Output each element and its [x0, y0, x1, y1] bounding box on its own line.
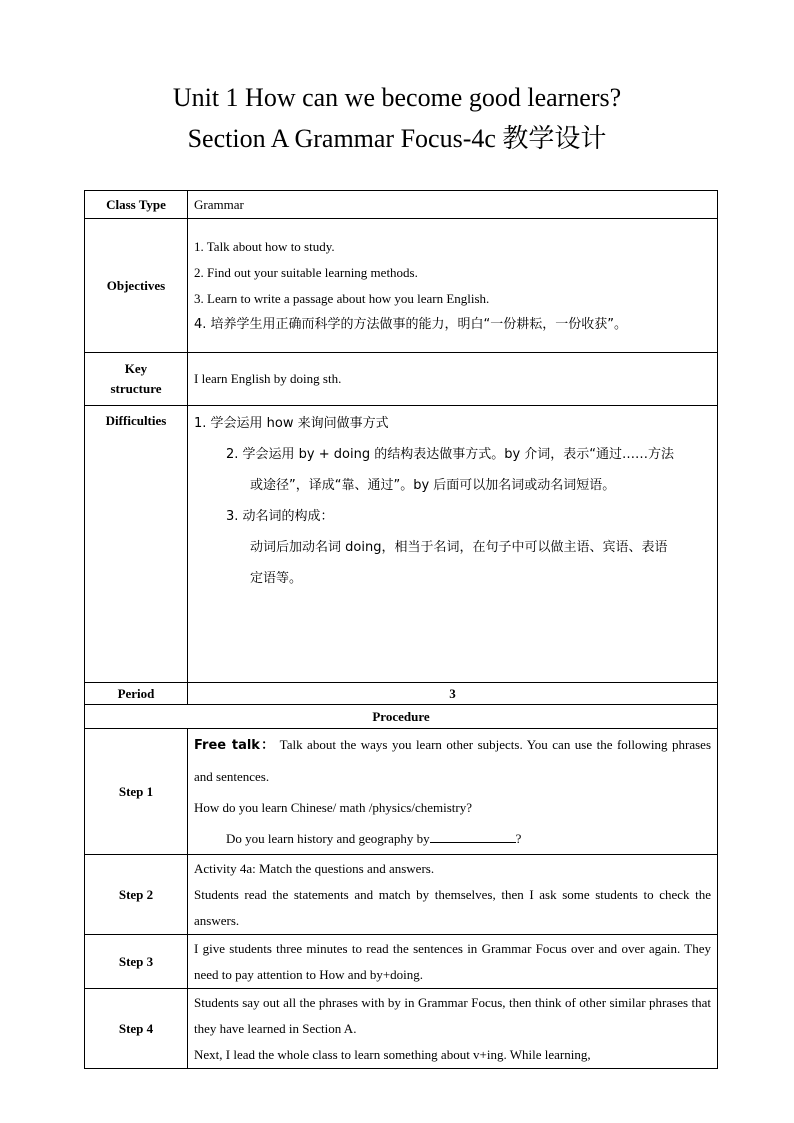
step-1-question-2: [194, 823, 711, 854]
step-3-text: I give students three minutes to read the sentences in Grammar Focus over and over again. They need to pay attention to How and by+doing.: [194, 940, 711, 982]
difficulties-label: Difficulties: [85, 406, 188, 683]
difficulties-value: [188, 406, 718, 683]
class-type-label: Class Type: [85, 191, 188, 219]
class-type-value: Grammar: [188, 191, 718, 219]
difficulty-line-5: 动词后加动名词 doing，相当于名词，在句子中可以做主语、宾语、表语: [250, 540, 668, 555]
lesson-plan-table: [84, 190, 718, 1069]
answer-blank: [430, 828, 516, 843]
difficulty-line-4: 3. 动名词的构成：: [226, 509, 334, 524]
objective-item-1: 1. Talk about how to study.: [194, 238, 335, 254]
key-structure-value: I learn English by doing sth.: [188, 353, 718, 406]
key-structure-label: [85, 353, 188, 406]
step-1-question-1: How do you learn Chinese/ math /physics/chemistry?: [194, 800, 473, 815]
procedure-header-row: [85, 705, 718, 729]
difficulty-line-3: 或途径”，译成“靠、通过”。by 后面可以加名词或动名词短语。: [250, 478, 616, 493]
key-structure-label-line1: Key: [124, 361, 148, 376]
step-1-label: Step 1: [85, 729, 188, 855]
step-2-content: [188, 855, 718, 935]
step-2-label: Step 2: [85, 855, 188, 935]
step-2-row: [85, 855, 718, 935]
objective-item-2: 2. Find out your suitable learning methods.: [194, 264, 418, 280]
difficulties-row: [85, 406, 718, 683]
question-2-prefix: Do you learn history and geography by: [226, 831, 430, 846]
step-4-content: [188, 989, 718, 1069]
objectives-row: [85, 219, 718, 353]
page-title-line2: Section A Grammar Focus-4c 教学设计: [187, 124, 607, 153]
objectives-label: Objectives: [85, 219, 188, 353]
step-1-free-talk: [194, 729, 711, 792]
key-structure-label-line2: structure: [110, 381, 162, 396]
step-4-line-1: Students say out all the phrases with by in Grammar Focus, then think of other similar phrases that they have learned in Section A.: [194, 994, 711, 1036]
free-talk-label: Free talk：: [194, 738, 276, 753]
period-label: Period: [85, 683, 188, 705]
question-2-suffix: ?: [515, 831, 522, 846]
objectives-value: [188, 219, 718, 353]
class-type-row: [85, 191, 718, 219]
step-2-line-2: Students read the statements and match by themselves, then I ask some students to check the answers.: [194, 886, 711, 928]
objective-item-3: 3. Learn to write a passage about how you learn English.: [194, 290, 490, 306]
procedure-header: Procedure: [85, 705, 718, 729]
step-3-row: [85, 935, 718, 989]
step-3-content: [188, 935, 718, 989]
step-4-row: [85, 989, 718, 1069]
difficulty-line-1: 1. 学会运用 how 来询问做事方式: [194, 416, 389, 431]
period-row: [85, 683, 718, 705]
difficulty-line-2: 2. 学会运用 by + doing 的结构表达做事方式。by 介词，表示“通过……方法: [226, 447, 675, 462]
step-1-content: [188, 729, 718, 855]
objective-item-4: 4. 培养学生用正确而科学的方法做事的能力，明白“一份耕耘，一份收获”。: [194, 316, 628, 332]
step-4-line-2: Next, I lead the whole class to learn something about v+ing. While learning,: [194, 1046, 591, 1062]
step-3-label: Step 3: [85, 935, 188, 989]
free-talk-text: Talk about the ways you learn other subjects. You can use the following phrases and sentences.: [194, 737, 711, 784]
step-4-label: Step 4: [85, 989, 188, 1069]
difficulty-line-6: 定语等。: [250, 571, 303, 586]
step-1-row: [85, 729, 718, 855]
page-title-line1: Unit 1 How can we become good learners?: [172, 83, 622, 112]
period-value: 3: [188, 683, 718, 705]
step-2-line-1: Activity 4a: Match the questions and answers.: [194, 860, 435, 876]
key-structure-row: [85, 353, 718, 406]
